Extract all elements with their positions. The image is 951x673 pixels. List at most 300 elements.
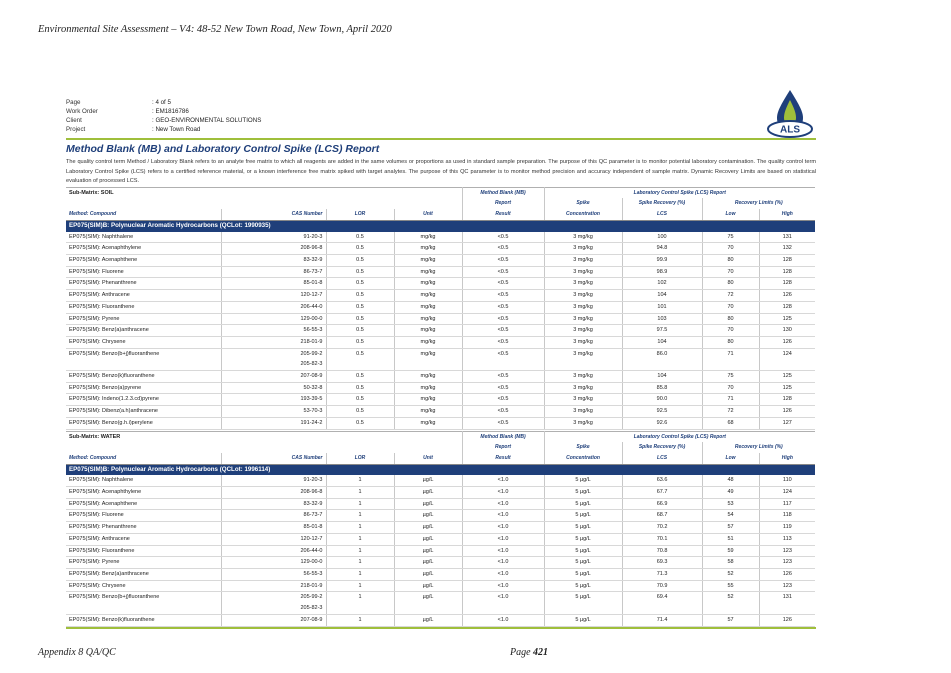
result-cell: <0.5 — [462, 290, 544, 302]
lor-cell: 0.5 — [326, 266, 394, 278]
unit-cell: µg/L — [394, 487, 462, 499]
lcs-cell: 92.5 — [622, 406, 702, 418]
compound-cell: EP075(SIM): Acenaphthene — [66, 498, 221, 510]
low-cell: 48 — [702, 475, 759, 486]
concentration-cell: 3 mg/kg — [544, 313, 622, 325]
compound-cell: EP075(SIM): Anthracene — [66, 290, 221, 302]
concentration-cell: 3 mg/kg — [544, 243, 622, 255]
cas-number-2: 205-82-3 — [300, 361, 323, 368]
header-row-2 — [66, 442, 815, 453]
lor-cell: 0.5 — [326, 232, 394, 243]
mb-header: Method Blank (MB) — [462, 187, 544, 198]
soil-table — [66, 187, 815, 430]
lor-cell: 1 — [326, 580, 394, 592]
table-row — [66, 301, 815, 313]
cas-cell — [221, 510, 326, 522]
unit-cell: µg/L — [394, 545, 462, 557]
table-row — [66, 475, 815, 486]
unit-cell: mg/kg — [394, 290, 462, 302]
result-cell: <0.5 — [462, 266, 544, 278]
cas-number: 91-20-3 — [303, 477, 323, 484]
low-cell: 75 — [702, 371, 759, 383]
lor-cell: 1 — [326, 557, 394, 569]
cas-cell — [221, 475, 326, 486]
mb-header: Method Blank (MB) — [462, 431, 544, 442]
lcs-cell: 104 — [622, 336, 702, 348]
high-cell: 130 — [759, 325, 815, 337]
report-header: Report — [462, 198, 544, 209]
meta-value: : New Town Road — [152, 126, 201, 133]
lcs-cell: 69.3 — [622, 557, 702, 569]
table-row — [66, 545, 815, 557]
low-cell: 80 — [702, 278, 759, 290]
cas-number: 86-73-7 — [303, 268, 323, 275]
cas-cell — [221, 290, 326, 302]
low-cell: 70 — [702, 382, 759, 394]
high-cell: 128 — [759, 301, 815, 313]
low-cell: 54 — [702, 510, 759, 522]
result-cell: <1.0 — [462, 545, 544, 557]
lor-cell: 0.5 — [326, 336, 394, 348]
unit-cell: µg/L — [394, 475, 462, 486]
lor-cell: 0.5 — [326, 290, 394, 302]
compound-cell: EP075(SIM): Benzo(k)fluoranthene — [66, 371, 221, 383]
meta-value: : EM1816786 — [152, 108, 189, 115]
result-cell: <0.5 — [462, 382, 544, 394]
col-unit: Unit — [394, 209, 462, 220]
report-title: Method Blank (MB) and Laboratory Control Spike (LCS) Report — [66, 143, 380, 155]
unit-cell: mg/kg — [394, 336, 462, 348]
compound-cell: EP075(SIM): Naphthalene — [66, 232, 221, 243]
result-cell: <0.5 — [462, 301, 544, 313]
lor-cell: 1 — [326, 475, 394, 486]
high-cell: 124 — [759, 487, 815, 499]
lor-cell: 0.5 — [326, 255, 394, 267]
lcs-cell: 86.0 — [622, 348, 702, 370]
high-cell: 125 — [759, 371, 815, 383]
table-row — [66, 522, 815, 534]
compound-cell: EP075(SIM): Fluoranthene — [66, 545, 221, 557]
lor-cell: 1 — [326, 545, 394, 557]
table-row — [66, 348, 815, 370]
recovery-limits-header: Recovery Limits (%) — [702, 442, 815, 453]
high-cell: 126 — [759, 336, 815, 348]
cas-number: 129-00-0 — [300, 559, 323, 566]
high-cell: 128 — [759, 278, 815, 290]
cas-cell — [221, 406, 326, 418]
result-cell: <1.0 — [462, 568, 544, 580]
result-cell: <1.0 — [462, 487, 544, 499]
high-cell: 119 — [759, 522, 815, 534]
footer-page-label: Page — [510, 647, 531, 658]
compound-cell: EP075(SIM): Benz(a)anthracene — [66, 568, 221, 580]
col-cas: CAS Number — [221, 453, 326, 464]
cas-number: 129-00-0 — [300, 315, 323, 322]
concentration-cell: 3 mg/kg — [544, 266, 622, 278]
compound-cell: EP075(SIM): Benz(a)anthracene — [66, 325, 221, 337]
result-cell: <0.5 — [462, 394, 544, 406]
low-cell: 71 — [702, 348, 759, 370]
table-row — [66, 278, 815, 290]
als-logo — [766, 88, 814, 138]
concentration-cell: 5 µg/L — [544, 557, 622, 569]
compound-cell: EP075(SIM): Pyrene — [66, 313, 221, 325]
col-low: Low — [702, 209, 759, 220]
group-row — [66, 220, 815, 231]
unit-cell: µg/L — [394, 568, 462, 580]
unit-cell: µg/L — [394, 510, 462, 522]
lor-cell: 0.5 — [326, 278, 394, 290]
lor-cell: 0.5 — [326, 301, 394, 313]
concentration-cell: 3 mg/kg — [544, 255, 622, 267]
lor-cell: 0.5 — [326, 348, 394, 370]
compound-cell: EP075(SIM): Dibenz(a.h)anthracene — [66, 406, 221, 418]
lor-cell: 1 — [326, 614, 394, 626]
blank-cell — [66, 442, 462, 453]
group-row — [66, 464, 815, 475]
unit-cell: µg/L — [394, 592, 462, 614]
high-cell: 117 — [759, 498, 815, 510]
compound-cell: EP075(SIM): Benzo(g.h.i)perylene — [66, 417, 221, 429]
lcs-cell: 104 — [622, 290, 702, 302]
high-cell: 110 — [759, 475, 815, 486]
concentration-cell: 3 mg/kg — [544, 325, 622, 337]
lcs-cell: 92.6 — [622, 417, 702, 429]
table-row — [66, 243, 815, 255]
low-cell: 49 — [702, 487, 759, 499]
result-cell: <1.0 — [462, 498, 544, 510]
cas-cell — [221, 313, 326, 325]
cas-number: 120-12-7 — [300, 292, 323, 299]
concentration-cell: 5 µg/L — [544, 568, 622, 580]
cas-cell — [221, 278, 326, 290]
low-cell: 70 — [702, 301, 759, 313]
cas-number-2: 205-82-3 — [300, 605, 323, 612]
lor-cell: 1 — [326, 522, 394, 534]
cas-cell — [221, 266, 326, 278]
low-cell: 52 — [702, 568, 759, 580]
meta-row — [66, 107, 816, 116]
compound-cell: EP075(SIM): Chrysene — [66, 336, 221, 348]
cas-cell — [221, 255, 326, 267]
table-row — [66, 498, 815, 510]
lcs-cell: 71.3 — [622, 568, 702, 580]
cas-number: 85-01-8 — [303, 280, 323, 287]
concentration-cell: 3 mg/kg — [544, 406, 622, 418]
low-cell: 57 — [702, 522, 759, 534]
result-cell: <0.5 — [462, 278, 544, 290]
submatrix-name: WATER — [100, 433, 121, 440]
cas-number: 208-96-8 — [300, 489, 323, 496]
cas-number: 208-96-8 — [300, 245, 323, 252]
table-row — [66, 371, 815, 383]
lcs-cell: 101 — [622, 301, 702, 313]
high-cell: 125 — [759, 313, 815, 325]
recovery-limits-header: Recovery Limits (%) — [702, 198, 815, 209]
lor-cell: 1 — [326, 487, 394, 499]
result-cell: <1.0 — [462, 533, 544, 545]
cas-number: 86-73-7 — [303, 512, 323, 519]
table-row — [66, 406, 815, 418]
concentration-cell: 5 µg/L — [544, 580, 622, 592]
lcs-cell: 98.9 — [622, 266, 702, 278]
high-cell: 123 — [759, 580, 815, 592]
low-cell: 72 — [702, 406, 759, 418]
lor-cell: 0.5 — [326, 382, 394, 394]
unit-cell: mg/kg — [394, 406, 462, 418]
high-cell: 126 — [759, 614, 815, 626]
low-cell: 58 — [702, 557, 759, 569]
cas-cell — [221, 348, 326, 370]
cas-number: 120-12-7 — [300, 535, 323, 542]
low-cell: 70 — [702, 266, 759, 278]
high-cell: 118 — [759, 510, 815, 522]
low-cell: 80 — [702, 313, 759, 325]
lor-cell: 1 — [326, 533, 394, 545]
table-row — [66, 568, 815, 580]
compound-cell: EP075(SIM): Benzo(a)pyrene — [66, 382, 221, 394]
unit-cell: mg/kg — [394, 313, 462, 325]
result-cell: <0.5 — [462, 406, 544, 418]
lcs-cell: 70.1 — [622, 533, 702, 545]
unit-cell: mg/kg — [394, 394, 462, 406]
cas-number: 206-44-0 — [300, 303, 323, 310]
group-label: EP075(SIM)B: Polynuclear Aromatic Hydrocarbons (QCLot: 1996114) — [66, 464, 815, 475]
compound-cell: EP075(SIM): Benzo(b+j)fluoranthene — [66, 592, 221, 614]
document-header: Environmental Site Assessment – V4: 48-52 New Town Road, New Town, April 2020 — [38, 24, 392, 35]
table-row — [66, 382, 815, 394]
lcs-cell: 97.5 — [622, 325, 702, 337]
table-row — [66, 614, 815, 626]
lcs-cell: 103 — [622, 313, 702, 325]
low-cell: 51 — [702, 533, 759, 545]
high-cell: 123 — [759, 557, 815, 569]
meta-row — [66, 98, 816, 107]
compound-cell: EP075(SIM): Phenanthrene — [66, 278, 221, 290]
lor-cell: 0.5 — [326, 313, 394, 325]
unit-cell: mg/kg — [394, 278, 462, 290]
col-lcs: LCS — [622, 209, 702, 220]
report-header: Report — [462, 442, 544, 453]
concentration-cell: 3 mg/kg — [544, 232, 622, 243]
footer-page — [510, 647, 548, 658]
footer-rule — [66, 627, 816, 629]
high-cell: 131 — [759, 232, 815, 243]
concentration-cell: 3 mg/kg — [544, 348, 622, 370]
low-cell: 80 — [702, 336, 759, 348]
water-table — [66, 431, 815, 627]
concentration-cell: 5 µg/L — [544, 522, 622, 534]
cas-cell — [221, 336, 326, 348]
concentration-cell: 3 mg/kg — [544, 278, 622, 290]
cas-number: 193-39-5 — [300, 396, 323, 403]
lor-cell: 0.5 — [326, 406, 394, 418]
result-cell: <0.5 — [462, 313, 544, 325]
cas-cell — [221, 301, 326, 313]
table-row — [66, 394, 815, 406]
footer-appendix: Appendix 8 QA/QC — [38, 647, 116, 658]
high-cell: 123 — [759, 545, 815, 557]
cas-number: 50-32-8 — [303, 384, 323, 391]
cas-cell — [221, 243, 326, 255]
spike-recovery-header: Spike Recovery (%) — [622, 442, 702, 453]
lcs-cell: 102 — [622, 278, 702, 290]
result-cell: <0.5 — [462, 243, 544, 255]
cas-cell — [221, 533, 326, 545]
high-cell: 126 — [759, 290, 815, 302]
table-row — [66, 255, 815, 267]
table-row — [66, 336, 815, 348]
cas-cell — [221, 417, 326, 429]
cas-number: 207-08-9 — [300, 373, 323, 380]
lcs-cell: 63.6 — [622, 475, 702, 486]
cas-number: 218-01-9 — [300, 582, 323, 589]
footer-page-number: 421 — [533, 647, 549, 658]
unit-cell: mg/kg — [394, 255, 462, 267]
compound-cell: EP075(SIM): Benzo(k)fluoranthene — [66, 614, 221, 626]
concentration-cell: 3 mg/kg — [544, 301, 622, 313]
cas-number: 56-55-3 — [303, 327, 323, 334]
lor-cell: 0.5 — [326, 325, 394, 337]
compound-cell: EP075(SIM): Pyrene — [66, 557, 221, 569]
lcs-cell: 71.4 — [622, 614, 702, 626]
result-cell: <0.5 — [462, 232, 544, 243]
unit-cell: mg/kg — [394, 232, 462, 243]
lor-cell: 0.5 — [326, 371, 394, 383]
lcs-cell: 70.9 — [622, 580, 702, 592]
cas-cell — [221, 394, 326, 406]
meta-label: Project — [66, 126, 86, 133]
col-concentration: Concentration — [544, 209, 622, 220]
concentration-cell: 3 mg/kg — [544, 382, 622, 394]
unit-cell: mg/kg — [394, 325, 462, 337]
concentration-cell: 5 µg/L — [544, 475, 622, 486]
concentration-cell: 3 mg/kg — [544, 394, 622, 406]
low-cell: 52 — [702, 592, 759, 614]
low-cell: 53 — [702, 498, 759, 510]
table-row — [66, 533, 815, 545]
concentration-cell: 5 µg/L — [544, 614, 622, 626]
cas-cell — [221, 325, 326, 337]
lor-cell: 1 — [326, 510, 394, 522]
unit-cell: µg/L — [394, 533, 462, 545]
compound-cell: EP075(SIM): Fluoranthene — [66, 301, 221, 313]
table-row — [66, 325, 815, 337]
unit-cell: mg/kg — [394, 382, 462, 394]
table-row — [66, 557, 815, 569]
low-cell: 57 — [702, 614, 759, 626]
table-row — [66, 487, 815, 499]
result-cell: <1.0 — [462, 557, 544, 569]
meta-label: Work Order — [66, 108, 98, 115]
report-page — [66, 98, 816, 629]
col-lor: LOR — [326, 209, 394, 220]
concentration-cell: 3 mg/kg — [544, 417, 622, 429]
lor-cell: 0.5 — [326, 243, 394, 255]
compound-cell: EP075(SIM): Anthracene — [66, 533, 221, 545]
col-result: Result — [462, 453, 544, 464]
cas-cell — [221, 371, 326, 383]
result-cell: <0.5 — [462, 348, 544, 370]
lcs-cell: 70.8 — [622, 545, 702, 557]
unit-cell: µg/L — [394, 498, 462, 510]
low-cell: 71 — [702, 394, 759, 406]
cas-cell — [221, 557, 326, 569]
table-row — [66, 290, 815, 302]
meta-label: Client — [66, 117, 82, 124]
cas-cell — [221, 545, 326, 557]
high-cell: 128 — [759, 266, 815, 278]
group-label: EP075(SIM)B: Polynuclear Aromatic Hydrocarbons (QCLot: 1990935) — [66, 220, 815, 231]
result-cell: <0.5 — [462, 371, 544, 383]
result-cell: <1.0 — [462, 592, 544, 614]
lcs-cell: 67.7 — [622, 487, 702, 499]
concentration-cell: 5 µg/L — [544, 545, 622, 557]
col-method-compound: Method: Compound — [66, 453, 221, 464]
cas-number: 91-20-3 — [303, 233, 323, 240]
lcs-cell: 66.9 — [622, 498, 702, 510]
compound-cell: EP075(SIM): Acenaphthylene — [66, 487, 221, 499]
cas-number: 56-55-3 — [303, 570, 323, 577]
cas-number: 85-01-8 — [303, 524, 323, 531]
concentration-cell: 5 µg/L — [544, 487, 622, 499]
unit-cell: mg/kg — [394, 371, 462, 383]
header-row-3 — [66, 453, 815, 464]
result-cell: <0.5 — [462, 417, 544, 429]
blank-cell — [66, 198, 462, 209]
lor-cell: 0.5 — [326, 417, 394, 429]
low-cell: 75 — [702, 232, 759, 243]
submatrix-label: Sub-Matrix: — [69, 189, 100, 196]
header-row-1 — [66, 187, 815, 198]
cas-cell — [221, 614, 326, 626]
lor-cell: 0.5 — [326, 394, 394, 406]
meta-value: : 4 of 5 — [152, 99, 171, 106]
lor-cell: 1 — [326, 592, 394, 614]
unit-cell: mg/kg — [394, 417, 462, 429]
low-cell: 70 — [702, 325, 759, 337]
concentration-cell: 5 µg/L — [544, 592, 622, 614]
compound-cell: EP075(SIM): Chrysene — [66, 580, 221, 592]
cas-cell — [221, 592, 326, 614]
spike-header: Spike — [544, 442, 622, 453]
meta-label: Page — [66, 99, 81, 106]
submatrix-name: SOIL — [100, 189, 114, 196]
cas-cell — [221, 382, 326, 394]
col-lor: LOR — [326, 453, 394, 464]
header-row-1 — [66, 431, 815, 442]
result-cell: <0.5 — [462, 336, 544, 348]
lor-cell: 1 — [326, 498, 394, 510]
lcs-header: Laboratory Control Spike (LCS) Report — [544, 187, 815, 198]
unit-cell: µg/L — [394, 522, 462, 534]
concentration-cell: 3 mg/kg — [544, 336, 622, 348]
lcs-header: Laboratory Control Spike (LCS) Report — [544, 431, 815, 442]
cas-cell — [221, 487, 326, 499]
low-cell: 59 — [702, 545, 759, 557]
result-cell: <1.0 — [462, 475, 544, 486]
compound-cell: EP075(SIM): Benzo(b+j)fluoranthene — [66, 348, 221, 370]
col-low: Low — [702, 453, 759, 464]
cas-number: 53-70-3 — [303, 408, 323, 415]
spike-recovery-header: Spike Recovery (%) — [622, 198, 702, 209]
low-cell: 68 — [702, 417, 759, 429]
table-row — [66, 313, 815, 325]
lor-cell: 1 — [326, 568, 394, 580]
cas-cell — [221, 232, 326, 243]
concentration-cell: 3 mg/kg — [544, 371, 622, 383]
unit-cell: mg/kg — [394, 301, 462, 313]
